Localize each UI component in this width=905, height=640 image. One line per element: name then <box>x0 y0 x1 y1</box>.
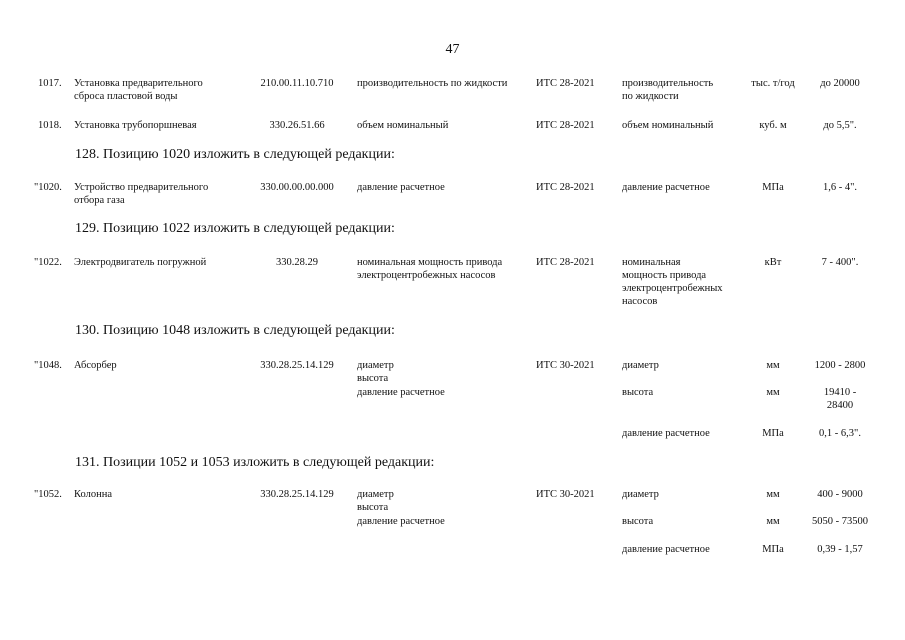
parameter-detail-line2: по жидкости <box>622 91 679 102</box>
parameter: производительность по жидкости <box>357 78 508 89</box>
sub-parameter: высота <box>622 387 654 398</box>
parameter: давление расчетное <box>357 182 445 193</box>
okpd-code: 330.26.51.66 <box>269 120 325 131</box>
section-heading-131: 131. Позиции 1052 и 1053 изложить в следующей редакции: <box>75 455 435 470</box>
value: 7 - 400". <box>821 257 859 268</box>
its-reference: ИТС 28-2021 <box>536 257 595 268</box>
value: до 5,5". <box>823 120 857 131</box>
parameter-detail-line1: производительность <box>622 78 714 89</box>
its-reference: ИТС 30-2021 <box>536 489 595 500</box>
its-reference: ИТС 28-2021 <box>536 120 595 131</box>
value-line2: 28400 <box>826 400 854 411</box>
value: 1200 - 2800 <box>814 360 866 371</box>
unit: тыс. т/год <box>751 78 795 89</box>
parameter-detail-line1: номинальная <box>622 257 681 268</box>
value: до 20000 <box>820 78 860 89</box>
item-name: Колонна <box>74 489 112 500</box>
row-number: "1048. <box>34 360 62 371</box>
value: 0,39 - 1,57 <box>817 544 863 555</box>
row-number: 1017. <box>38 78 62 89</box>
parameter-detail-line2: мощность привода <box>622 270 707 281</box>
sub-parameter: высота <box>622 516 654 527</box>
parameter-line1: диаметр <box>357 489 394 500</box>
item-name-line1: Установка предварительного <box>74 78 203 89</box>
unit: мм <box>766 387 780 398</box>
value: 1,6 - 4". <box>822 182 858 193</box>
parameter-detail: давление расчетное <box>622 182 710 193</box>
parameter-line1: номинальная мощность привода <box>357 257 503 268</box>
section-heading-128: 128. Позицию 1020 изложить в следующей редакции: <box>75 147 395 162</box>
parameter-detail: объем номинальный <box>622 120 714 131</box>
row-number: "1022. <box>34 257 62 268</box>
sub-parameter: давление расчетное <box>622 428 710 439</box>
parameter-line1: диаметр <box>357 360 394 371</box>
value: 5050 - 73500 <box>812 516 868 527</box>
row-number: "1020. <box>34 182 62 193</box>
section-heading-129: 129. Позицию 1022 изложить в следующей редакции: <box>75 221 395 236</box>
unit: мм <box>766 360 780 371</box>
parameter-detail-line3: электроцентробежных <box>622 283 723 294</box>
unit: кВт <box>764 257 782 268</box>
okpd-code: 210.00.11.10.710 <box>260 78 334 89</box>
okpd-code: 330.00.00.00.000 <box>260 182 334 193</box>
its-reference: ИТС 28-2021 <box>536 78 595 89</box>
section-heading-130: 130. Позицию 1048 изложить в следующей редакции: <box>75 323 395 338</box>
value: 400 - 9000 <box>817 489 863 500</box>
unit: МПа <box>762 428 784 439</box>
parameter-line2: электроцентробежных насосов <box>357 270 496 281</box>
parameter: объем номинальный <box>357 120 449 131</box>
sub-parameter: диаметр <box>622 489 659 500</box>
item-name-line1: Устройство предварительного <box>74 182 209 193</box>
okpd-code: 330.28.29 <box>276 257 318 268</box>
item-name: Электродвигатель погружной <box>74 257 207 268</box>
okpd-code: 330.28.25.14.129 <box>260 360 334 371</box>
page-number: 47 <box>445 42 460 57</box>
item-name: Установка трубопоршневая <box>74 120 197 131</box>
sub-parameter: давление расчетное <box>622 544 710 555</box>
value: 0,1 - 6,3". <box>819 428 861 439</box>
parameter-line2: высота <box>357 502 389 513</box>
value-line1: 19410 - <box>823 387 857 398</box>
parameter-line3: давление расчетное <box>357 387 445 398</box>
row-number: 1018. <box>38 120 62 131</box>
parameter-detail-line4: насосов <box>622 296 658 307</box>
unit: мм <box>766 489 780 500</box>
unit: МПа <box>762 182 784 193</box>
item-name-line2: отбора газа <box>74 195 125 206</box>
item-name: Абсорбер <box>74 360 117 371</box>
unit: мм <box>766 516 780 527</box>
item-name-line2: сброса пластовой воды <box>74 91 178 102</box>
sub-parameter: диаметр <box>622 360 659 371</box>
its-reference: ИТС 28-2021 <box>536 182 595 193</box>
okpd-code: 330.28.25.14.129 <box>260 489 334 500</box>
its-reference: ИТС 30-2021 <box>536 360 595 371</box>
parameter-line3: давление расчетное <box>357 516 445 527</box>
unit: МПа <box>762 544 784 555</box>
row-number: "1052. <box>34 489 62 500</box>
parameter-line2: высота <box>357 373 389 384</box>
unit: куб. м <box>759 120 787 131</box>
